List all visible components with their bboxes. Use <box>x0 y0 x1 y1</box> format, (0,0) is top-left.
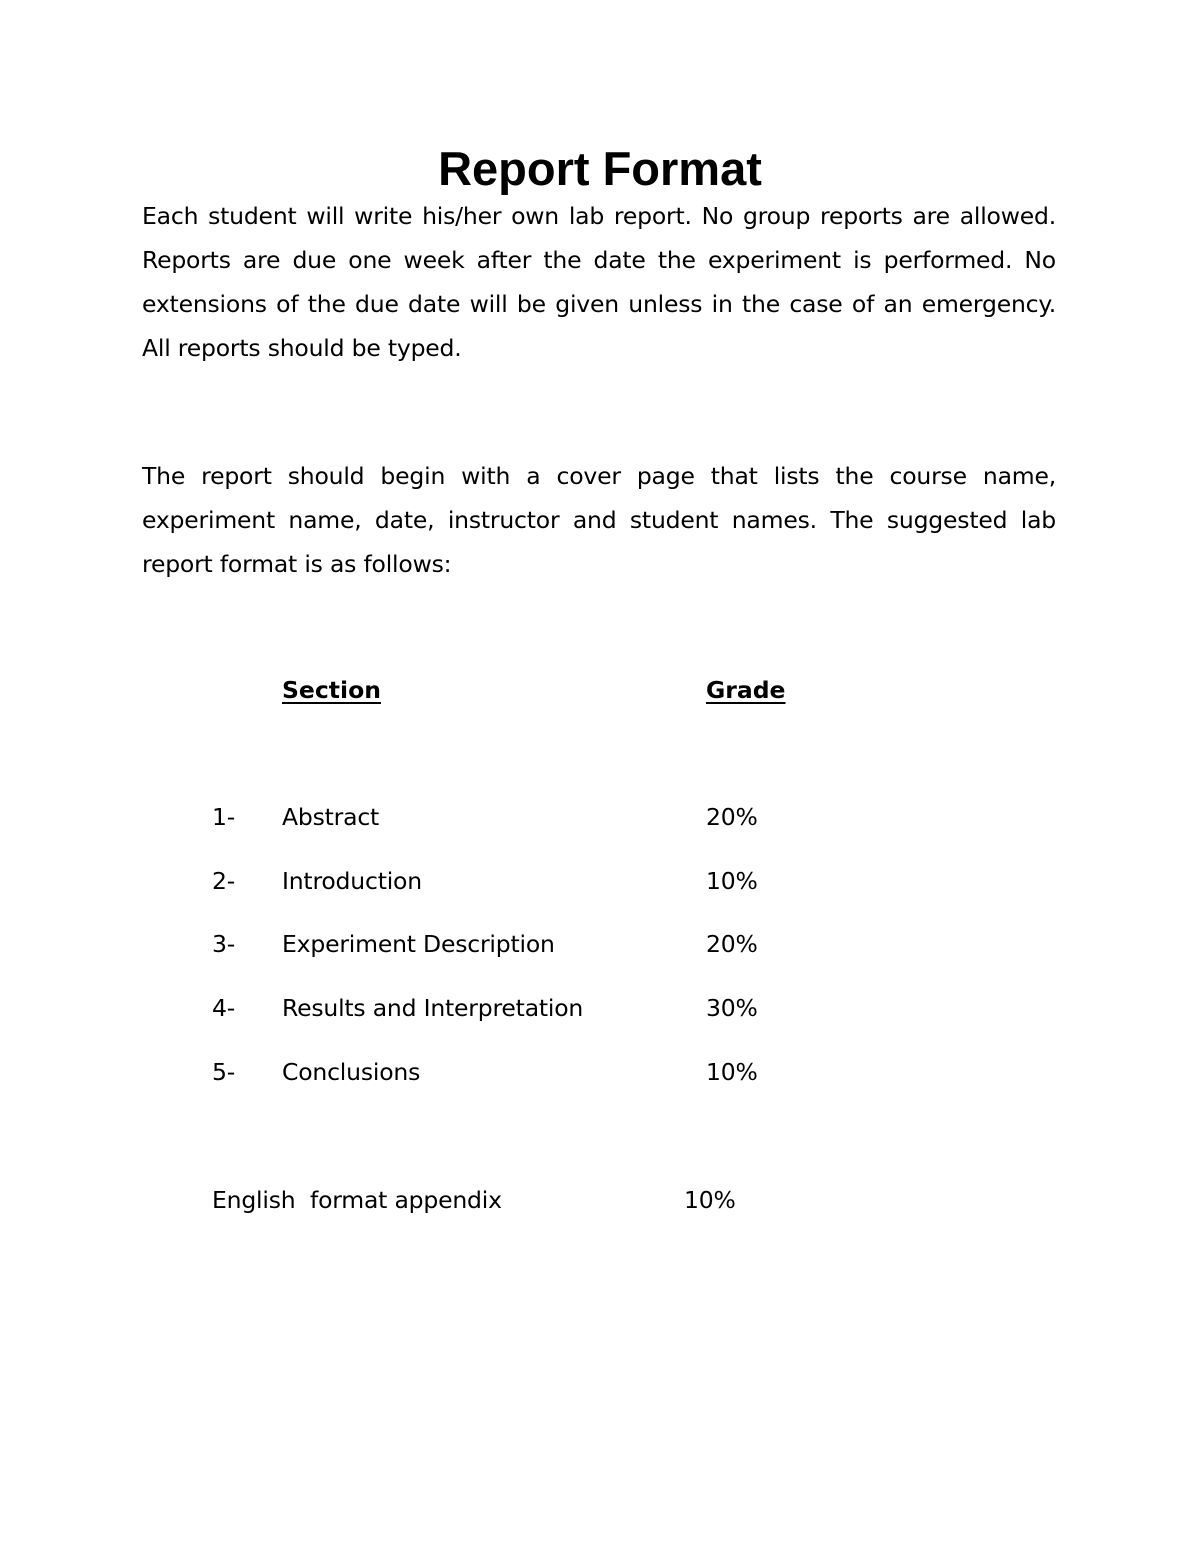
table-row <box>0 988 1200 1028</box>
table-row <box>0 924 1200 964</box>
row-number: 5- <box>212 1058 236 1086</box>
appendix-grade: 10% <box>684 1186 736 1214</box>
table-row <box>0 797 1200 837</box>
row-number: 2- <box>212 867 236 895</box>
intro-paragraph: Each student will write his/her own lab report. No group reports are allowed. Reports are due one week after the date the experiment is performed. No extensions of the due date will be given unless in the case of an emergency. All reports should be typed. <box>142 202 1056 362</box>
table-row <box>0 861 1200 901</box>
page-title: Report Format <box>438 142 762 195</box>
row-section: Conclusions <box>282 1058 421 1086</box>
appendix-label: English format appendix <box>212 1186 502 1214</box>
grade-column-header: Grade <box>706 676 786 704</box>
row-grade: 10% <box>706 867 758 895</box>
table-row <box>0 1052 1200 1092</box>
row-section: Introduction <box>282 867 422 895</box>
section-column-header: Section <box>282 676 381 704</box>
format-paragraph: The report should begin with a cover page that lists the course name, experiment name, date, instructor and student names. The suggested lab report format is as follows: <box>142 462 1056 578</box>
appendix-row <box>0 1180 1200 1220</box>
row-section: Experiment Description <box>282 930 555 958</box>
row-grade: 20% <box>706 803 758 831</box>
row-section: Results and Interpretation <box>282 994 584 1022</box>
row-number: 4- <box>212 994 236 1022</box>
row-section: Abstract <box>282 803 380 831</box>
row-grade: 20% <box>706 930 758 958</box>
row-grade: 30% <box>706 994 758 1022</box>
row-grade: 10% <box>706 1058 758 1086</box>
row-number: 1- <box>212 803 236 831</box>
row-number: 3- <box>212 930 236 958</box>
